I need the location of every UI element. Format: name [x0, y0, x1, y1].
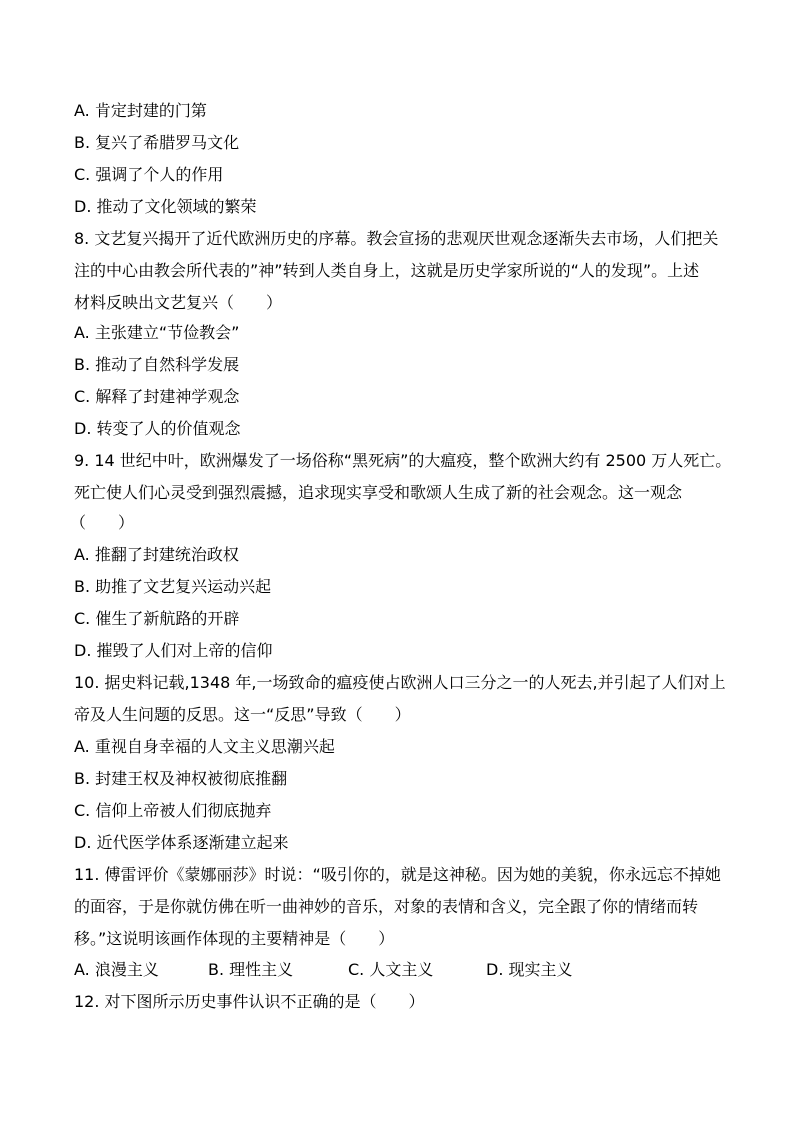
- q7-option-d: D. 推动了文化领域的繁荣: [74, 197, 257, 216]
- q11-stem-line-3: 移。”这说明该画作体现的主要精神是（ ）: [74, 929, 395, 948]
- q7-option-b: B. 复兴了希腊罗马文化: [74, 133, 240, 152]
- q11-stem-line-2: 的面容，于是你就仿佛在听一曲神妙的音乐，对象的表情和含义，完全跟了你的情绪而转: [74, 897, 699, 916]
- q10-stem-line-2: 帝及人生问题的反思。这一“反思”导致（ ）: [74, 705, 411, 724]
- q10-option-b: B. 封建王权及神权被彻底推翻: [74, 769, 288, 788]
- q8-stem-line-3: 材料反映出文艺复兴（ ）: [74, 293, 283, 312]
- q9-stem-line-3: （ ）: [70, 513, 135, 532]
- q7-option-c: C. 强调了个人的作用: [74, 165, 224, 184]
- q10-stem-line-1: 10. 据史料记载,1348 年,一场致命的瘟疫使占欧洲人口三分之一的人死去,并引起了人们对上: [74, 673, 726, 692]
- q8-stem-line-1: 8. 文艺复兴揭开了近代欧洲历史的序幕。教会宣扬的悲观厌世观念逐渐失去市场，人们把关: [74, 229, 719, 248]
- q10-option-d: D. 近代医学体系逐渐建立起来: [74, 833, 289, 852]
- q7-option-a: A. 肯定封建的门第: [74, 101, 207, 120]
- q9-option-b: B. 助推了文艺复兴运动兴起: [74, 577, 272, 596]
- q9-stem-line-1: 9. 14 世纪中叶，欧洲爆发了一场俗称“黑死病”的大瘟疫，整个欧洲大约有 2500 万人死亡。: [74, 451, 732, 470]
- q11-option-c: C. 人文主义: [348, 960, 434, 979]
- q11-option-d: D. 现实主义: [486, 960, 573, 979]
- q10-option-a: A. 重视自身幸福的人文主义思潮兴起: [74, 737, 335, 756]
- q8-stem-line-2: 注的中心由教会所代表的”神”转到人类自身上，这就是历史学家所说的“人的发现”。上述: [74, 261, 700, 280]
- q11-stem-line-1: 11. 傅雷评价《蒙娜丽莎》时说：“吸引你的，就是这神秘。因为她的美貌，你永远忘不掉她: [74, 865, 721, 884]
- q11-option-b: B. 理性主义: [208, 960, 294, 979]
- q12-stem-line-1: 12. 对下图所示历史事件认识不正确的是（ ）: [74, 992, 425, 1011]
- q8-option-b: B. 推动了自然科学发展: [74, 355, 240, 374]
- q8-option-d: D. 转变了人的价值观念: [74, 419, 241, 438]
- q10-option-c: C. 信仰上帝被人们彻底抛弃: [74, 801, 272, 820]
- q8-option-c: C. 解释了封建神学观念: [74, 387, 240, 406]
- q9-option-d: D. 摧毁了人们对上帝的信仰: [74, 641, 273, 660]
- q9-stem-line-2: 死亡使人们心灵受到强烈震撼，追求现实享受和歌颂人生成了新的社会观念。这一观念: [74, 483, 683, 502]
- q9-option-a: A. 推翻了封建统治政权: [74, 545, 239, 564]
- q8-option-a: A. 主张建立“节俭教会”: [74, 323, 240, 342]
- q11-option-a: A. 浪漫主义: [74, 960, 159, 979]
- q9-option-c: C. 催生了新航路的开辟: [74, 609, 240, 628]
- q11-options-row: [74, 960, 734, 980]
